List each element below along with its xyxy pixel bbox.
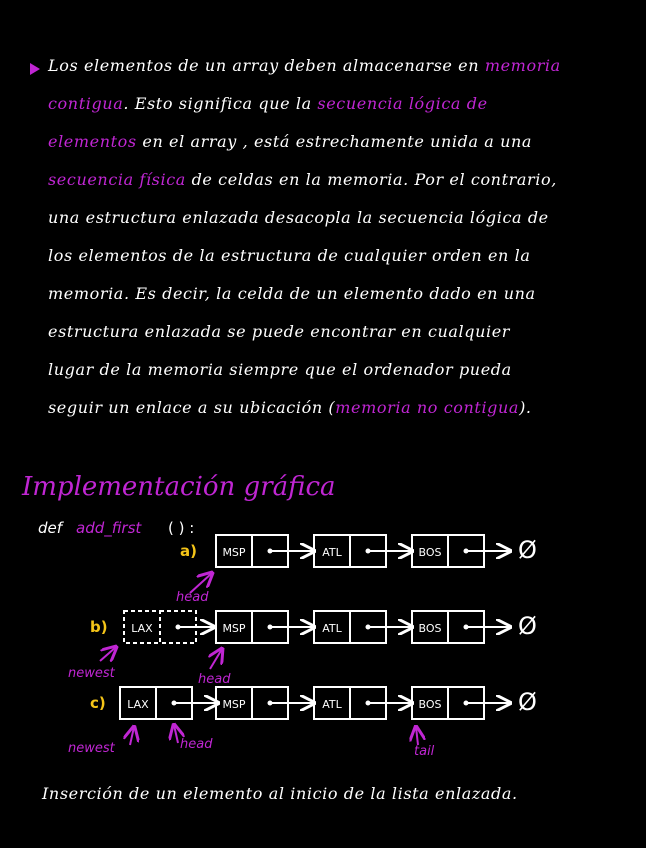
node-label: MSP <box>222 698 246 711</box>
bullet-triangle-icon <box>30 63 40 75</box>
paragraph-line <box>48 132 532 151</box>
null-symbol: Ø <box>518 688 537 716</box>
paragraph-text: memoria. Es decir, la celda de un elemento dado en una <box>48 284 536 303</box>
paragraph-line <box>48 398 532 417</box>
null-symbol: Ø <box>518 612 537 640</box>
pointer-annotation: head <box>176 590 209 605</box>
annotation-arrow <box>130 727 134 745</box>
figure-caption: Inserción de un elemento al inicio de la lista enlazada. <box>42 784 518 803</box>
highlighted-term: memoria <box>484 56 561 75</box>
pointer-annotation: head <box>180 737 213 752</box>
section-heading: Implementación gráfica <box>22 472 336 502</box>
paragraph-line <box>48 208 549 227</box>
paragraph-text: . Esto significa que la <box>123 94 318 113</box>
paragraph-text: seguir un enlace a su ubicación ( <box>48 398 336 417</box>
step-label: b) <box>90 618 108 636</box>
step-label: c) <box>90 694 106 712</box>
paragraph-line <box>48 56 561 75</box>
highlighted-term: contigua <box>48 94 124 113</box>
paragraph-text: lugar de la memoria siempre que el ordenador pueda <box>48 360 512 379</box>
paragraph-text: ). <box>519 398 532 417</box>
node-label: ATL <box>322 622 342 635</box>
code-def-keyword: def <box>38 519 63 537</box>
node-label: ATL <box>322 546 342 559</box>
code-function-name: add_first <box>76 519 142 537</box>
annotation-arrow <box>174 725 178 743</box>
node-label: ATL <box>322 698 342 711</box>
pointer-annotation: newest <box>68 666 115 681</box>
node-label: MSP <box>222 622 246 635</box>
annotation-arrow <box>210 649 222 669</box>
paragraph-line <box>48 360 512 379</box>
paragraph-text: Los elementos de un array deben almacenarse en <box>48 56 485 75</box>
step-label: a) <box>180 542 197 560</box>
highlighted-term: secuencia física <box>48 170 186 189</box>
node-label: BOS <box>418 622 442 635</box>
node-label: BOS <box>418 546 442 559</box>
code-parens: ( ) : <box>168 519 195 537</box>
paragraph-line <box>48 170 557 189</box>
pointer-annotation: head <box>198 672 231 687</box>
node-label: LAX <box>127 698 149 711</box>
node-label: MSP <box>222 546 246 559</box>
node-label: BOS <box>418 698 442 711</box>
pointer-annotation: tail <box>414 744 435 759</box>
highlighted-term: secuencia lógica de <box>317 94 488 113</box>
paragraph-text: los elementos de la estructura de cualquier orden en la <box>48 246 531 265</box>
highlighted-term: memoria no contigua <box>335 398 520 417</box>
paragraph-line <box>48 284 536 303</box>
annotation-arrow <box>100 647 116 661</box>
paragraph-text: una estructura enlazada desacopla la secuencia lógica de <box>48 208 549 227</box>
linked-list-diagram <box>0 505 646 775</box>
paragraph-line <box>48 246 530 265</box>
paragraph-line <box>48 322 510 341</box>
null-symbol: Ø <box>518 536 537 564</box>
paragraph-text: en el array , está estrechamente unida a una <box>136 132 533 151</box>
pointer-annotation: newest <box>68 741 115 756</box>
node-label: LAX <box>131 622 153 635</box>
paragraph-text: de celdas en la memoria. Por el contrario, <box>185 170 557 189</box>
highlighted-term: elementos <box>48 132 137 151</box>
paragraph-text: estructura enlazada se puede encontrar en cualquier <box>48 322 511 341</box>
annotation-arrow <box>416 727 418 745</box>
paragraph-line <box>48 94 488 113</box>
